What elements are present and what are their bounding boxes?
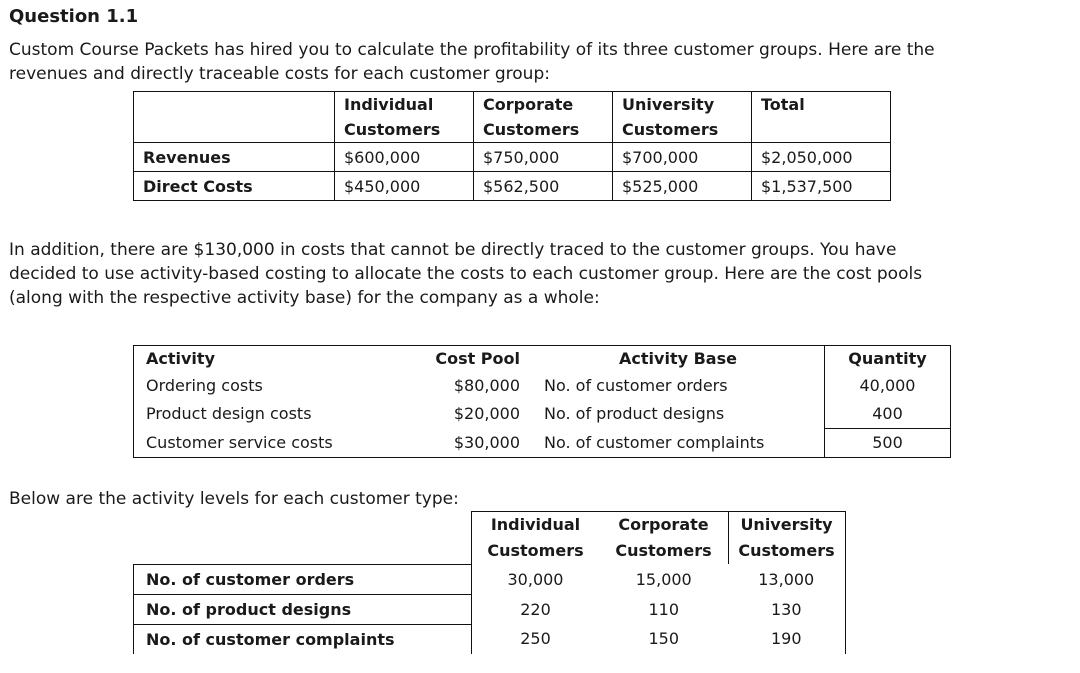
cell-value: $750,000 [474,143,613,172]
quantity-value: 400 [825,400,951,429]
cell-value: 13,000 [728,564,845,594]
cell-value: 220 [520,599,551,619]
activity-name: Ordering costs [146,376,263,395]
cost-pool-table [133,345,951,458]
cell-value: 190 [728,624,845,654]
row-label: No. of customer complaints [134,624,472,654]
activity-base: No. of customer complaints [544,432,765,452]
cell-value: $450,000 [335,172,474,201]
header-university: University Customers [728,512,845,565]
header-individual: Individual Customers [335,92,474,143]
question-title: Question 1.1 [9,6,139,27]
cell-value: 130 [728,594,845,624]
row-label: Direct Costs [134,172,335,201]
table-row [134,624,846,654]
row-label: No. of product designs [134,594,472,624]
header-activity: Activity [146,349,215,368]
table-row [134,429,951,458]
cell-value: $2,050,000 [752,143,891,172]
cell-value: 15,000 [635,569,692,589]
cell-value: 150 [648,629,680,649]
cell-value: $600,000 [335,143,474,172]
cell-value: 250 [520,629,551,649]
table-row [134,372,951,400]
cell-value: $1,537,500 [752,172,891,201]
mid-line-1: In addition, there are $130,000 in costs that cannot be directly traced to the customer groups. You have [9,240,897,260]
quantity-value: 40,000 [825,372,951,400]
activity-name: Product design costs [146,404,312,424]
table-header-row [134,512,846,565]
header-corporate: Corporate Customers [600,512,729,565]
header-blank-cell [134,512,472,565]
header-corporate: Corporate Customers [474,92,613,143]
cell-value: 110 [648,599,680,619]
intro-line-1: Custom Course Packets has hired you to calculate the profitability of its three customer groups. Here are the [9,40,935,60]
row-label: No. of customer orders [134,564,472,594]
table-header-row [134,346,951,373]
table-row [134,564,846,594]
intro-line-2: revenues and directly traceable costs for each customer group: [9,64,550,84]
cost-pool-value: $30,000 [453,432,520,452]
table-row [134,400,951,429]
cost-pool-value: $80,000 [453,376,520,395]
mid-line-2: decided to use activity-based costing to allocate the costs to each customer group. Here are the cost pools [9,264,923,284]
cell-value: $525,000 [613,172,752,201]
mid-line-3: (along with the respective activity base) for the company as a whole: [9,288,600,308]
table-row [134,172,891,201]
header-university: University Customers [613,92,752,143]
row-label: Revenues [134,143,335,172]
table-header-row [134,92,891,143]
header-quantity: Quantity [825,346,951,373]
quantity-value: 500 [825,429,951,458]
activity-base: No. of customer orders [544,376,728,395]
header-activity-base: Activity Base [619,349,737,368]
cell-value: $562,500 [474,172,613,201]
header-individual: Individual Customers [471,512,600,565]
header-blank-cell [134,92,335,143]
header-total: Total [752,92,891,143]
activity-base: No. of product designs [544,404,725,424]
header-cost-pool: Cost Pool [435,349,520,368]
table-row [134,594,846,624]
table-row [134,143,891,172]
cost-pool-value: $20,000 [453,404,520,424]
revenue-cost-table [133,91,891,201]
cell-value: $700,000 [613,143,752,172]
activity-name: Customer service costs [146,432,333,452]
activity-intro: Below are the activity levels for each customer type: [9,489,459,509]
activity-level-table [133,511,846,654]
cell-value: 30,000 [507,569,564,589]
